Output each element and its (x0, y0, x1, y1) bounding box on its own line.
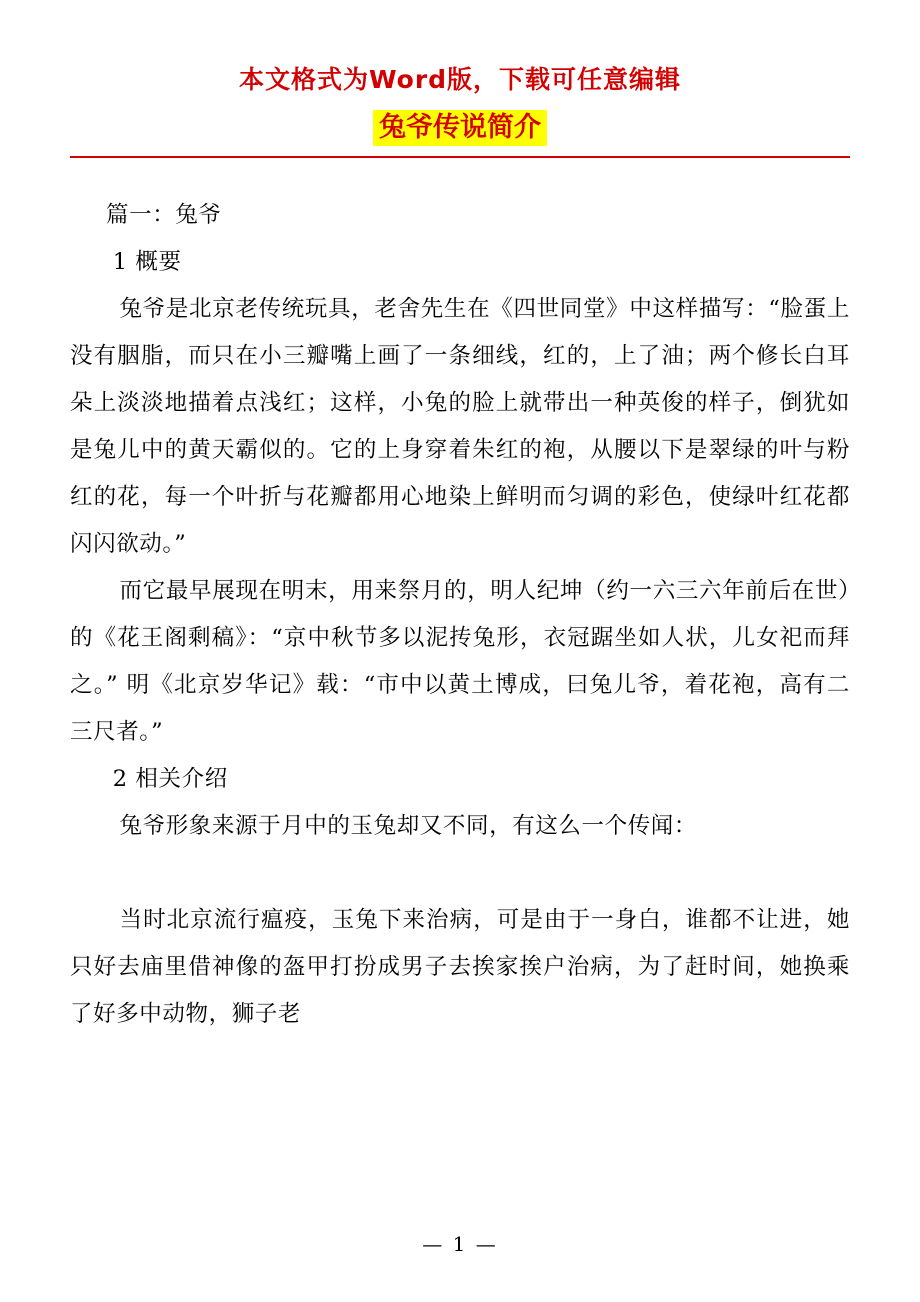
blank-line (70, 850, 850, 897)
page-number: — 1 — (422, 1232, 498, 1256)
page-title: 兔爷传说简介 (373, 110, 547, 146)
paragraph-3: 兔爷形象来源于月中的玉兔却又不同，有这么一个传闻： (119, 812, 698, 839)
word-format-banner: 本文格式为Word版，下载可任意编辑 (238, 65, 682, 94)
paragraph-1: 兔爷是北京老传统玩具，老舍先生在《四世同堂》中这样描写：“脸蛋上没有胭脂，而只在小三瓣嘴上画了一条细线，红的，上了油；两个修长白耳朵上淡淡地描着点浅红；这样，小兔的脸上就带出一种英俊的样子，倒犹如是兔儿中的黄天霸似的。它的上身穿着朱红的袍，从腰以下是翠绿的叶与粉红的花，每一个叶折与花瓣都用心地染上鲜明而匀调的彩色，使绿叶红花都闪闪欲动。” (70, 295, 850, 557)
page-title-wrap (0, 110, 920, 146)
heading-overview: 1 概要 (112, 248, 182, 275)
section-label: 篇一：兔爷 (106, 201, 222, 228)
paragraph-4: 当时北京流行瘟疫，玉兔下来治病，可是由于一身白，谁都不让进，她只好去庙里借神像的盔甲打扮成男子去挨家挨户治病，为了赶时间，她换乘了好多中动物，狮子老 (70, 906, 850, 1027)
document-body (70, 158, 850, 1038)
heading-related-intro: 2 相关介绍 (112, 765, 228, 792)
paragraph-2: 而它最早展现在明末，用来祭月的，明人纪坤（约一六三六年前后在世）的《花王阁剩稿》：“京中秋节多以泥抟兔形，衣冠踞坐如人状，儿女祀而拜之。” 明《北京岁华记》载：“市中以黄土博成，曰兔儿爷，着花袍，高有二三尺者。” (70, 577, 850, 745)
